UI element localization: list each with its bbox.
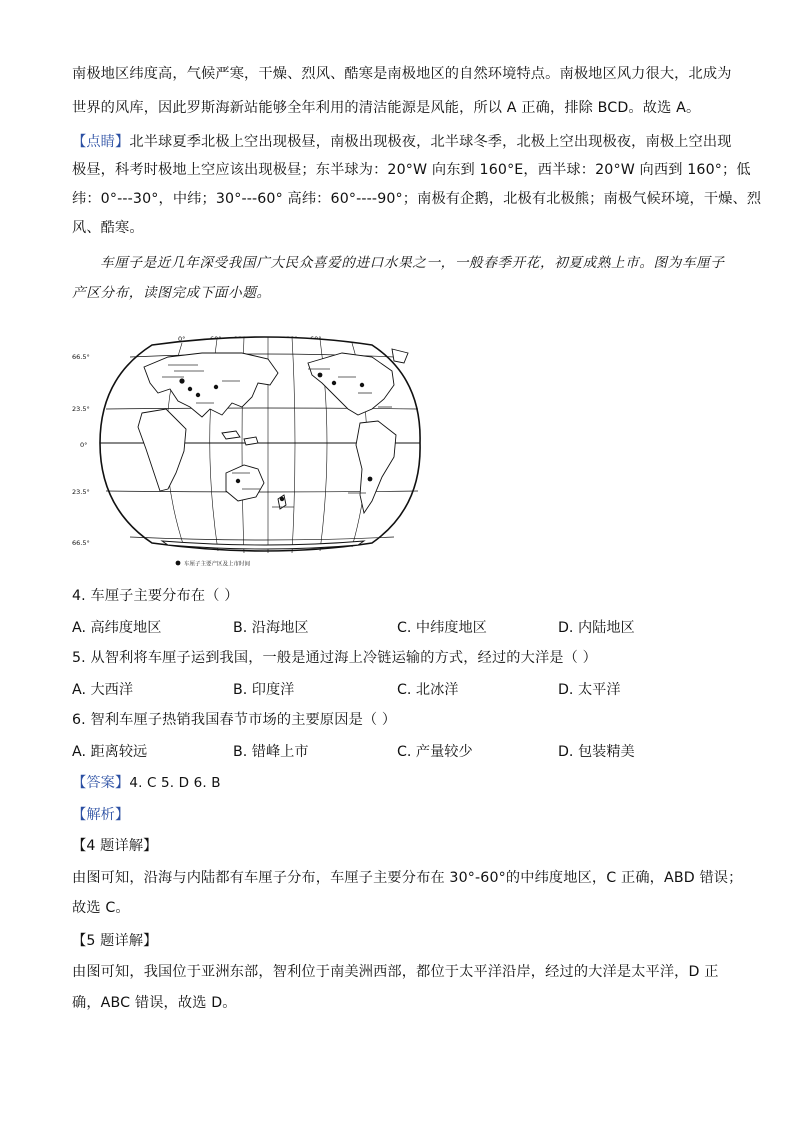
- answer-values: 4. C 5. D 6. B: [129, 775, 221, 791]
- latitude-label: 0°: [80, 441, 88, 449]
- dianjing-label: 【点睛】: [72, 134, 130, 150]
- question-stem: 5. 从智利将车厘子运到我国，一般是通过海上冷链运输的方式，经过的大洋是（ ）: [72, 650, 597, 666]
- cherry-marker: [196, 393, 200, 397]
- cherry-marker: [179, 378, 184, 383]
- question-stem: 6. 智利车厘子热销我国春节市场的主要原因是（ ）: [72, 712, 397, 728]
- map-legend: [176, 560, 251, 568]
- option-a[interactable]: A. 距离较远: [72, 744, 148, 760]
- option-b[interactable]: B. 错峰上市: [233, 744, 309, 760]
- option-c[interactable]: C. 中纬度地区: [397, 620, 487, 636]
- cherry-marker: [236, 479, 240, 483]
- longitude-label: 0°: [178, 335, 186, 343]
- option-a[interactable]: A. 高纬度地区: [72, 620, 162, 636]
- paragraph-line: 风、酷寒。: [72, 220, 144, 236]
- cherry-marker: [368, 477, 373, 482]
- latitude-label: 66.5°: [72, 539, 90, 547]
- detail4-label: 【4 题详解】: [72, 838, 158, 854]
- cherry-marker: [360, 383, 364, 387]
- greenland-shape: [392, 349, 408, 363]
- answer-label: 【答案】: [72, 775, 130, 791]
- option-a[interactable]: A. 大西洋: [72, 682, 134, 698]
- intro-line: 车厘子是近几年深受我国广大民众喜爱的进口水果之一，一般春季开花，初夏成熟上市。图为车厘子: [100, 255, 725, 271]
- latitude-label: 66.5°: [72, 353, 90, 361]
- paragraph-line: 极昼，科考时极地上空应该出现极昼；东半球为：20°W 向东到 160°E，西半球：20°W 向西到 160°；低: [72, 162, 751, 178]
- cherry-marker: [214, 385, 218, 389]
- paragraph-line: 世界的风库，因此罗斯海新站能够全年利用的清洁能源是风能，所以 A 正确，排除 BCD。故选 A。: [72, 100, 701, 116]
- islands-shape: [222, 431, 240, 439]
- paragraph-line: 纬：0°---30°，中纬；30°---60° 高纬：60°----90°；南极有企鹅，北极有北极熊；南极气候环境，干燥、烈: [72, 191, 762, 207]
- islands-shape: [244, 437, 258, 445]
- option-c[interactable]: C. 北冰洋: [397, 682, 459, 698]
- jiexi-label: 【解析】: [72, 807, 130, 823]
- detail-line: 故选 C。: [72, 900, 130, 916]
- cherry-marker: [188, 387, 192, 391]
- detail-line: 由图可知，沿海与内陆都有车厘子分布，车厘子主要分布在 30°-60°的中纬度地区，C 正确，ABD 错误；: [72, 870, 743, 886]
- cherry-marker: [280, 497, 284, 501]
- detail-line: 由图可知，我国位于亚洲东部，智利位于南美洲西部，都位于太平洋沿岸，经过的大洋是太平洋，D 正: [72, 964, 719, 980]
- paragraph-line: 南极地区纬度高，气候严寒，干燥、烈风、酷寒是南极地区的自然环境特点。南极地区风力很大，北成为: [72, 66, 732, 82]
- dianjing-text: 北半球夏季北极上空出现极昼，南极出现极夜，北半球冬季，北极上空出现极夜，南极上空出现: [129, 134, 732, 150]
- option-d[interactable]: D. 内陆地区: [558, 620, 635, 636]
- detail-line: 确，ABC 错误，故选 D。: [72, 995, 237, 1011]
- latitude-label: 23.5°: [72, 488, 90, 496]
- world-map-svg: [72, 323, 442, 573]
- legend-label: 车厘子主要产区及上市时间: [184, 561, 251, 568]
- latitude-label: 23.5°: [72, 405, 90, 413]
- dianjing-line: [72, 132, 732, 152]
- legend-marker-icon: [176, 561, 181, 566]
- option-b[interactable]: B. 印度洋: [233, 682, 295, 698]
- intro-line: 产区分布，读图完成下面小题。: [72, 285, 271, 301]
- cherry-marker: [332, 381, 336, 385]
- option-b[interactable]: B. 沿海地区: [233, 620, 309, 636]
- detail5-label: 【5 题详解】: [72, 933, 158, 949]
- question-stem: 4. 车厘子主要分布在（ ）: [72, 588, 239, 604]
- cherry-marker: [318, 373, 323, 378]
- world-map-figure: [72, 323, 442, 573]
- answer-line: [72, 773, 221, 793]
- option-c[interactable]: C. 产量较少: [397, 744, 473, 760]
- option-d[interactable]: D. 包装精美: [558, 744, 635, 760]
- option-d[interactable]: D. 太平洋: [558, 682, 621, 698]
